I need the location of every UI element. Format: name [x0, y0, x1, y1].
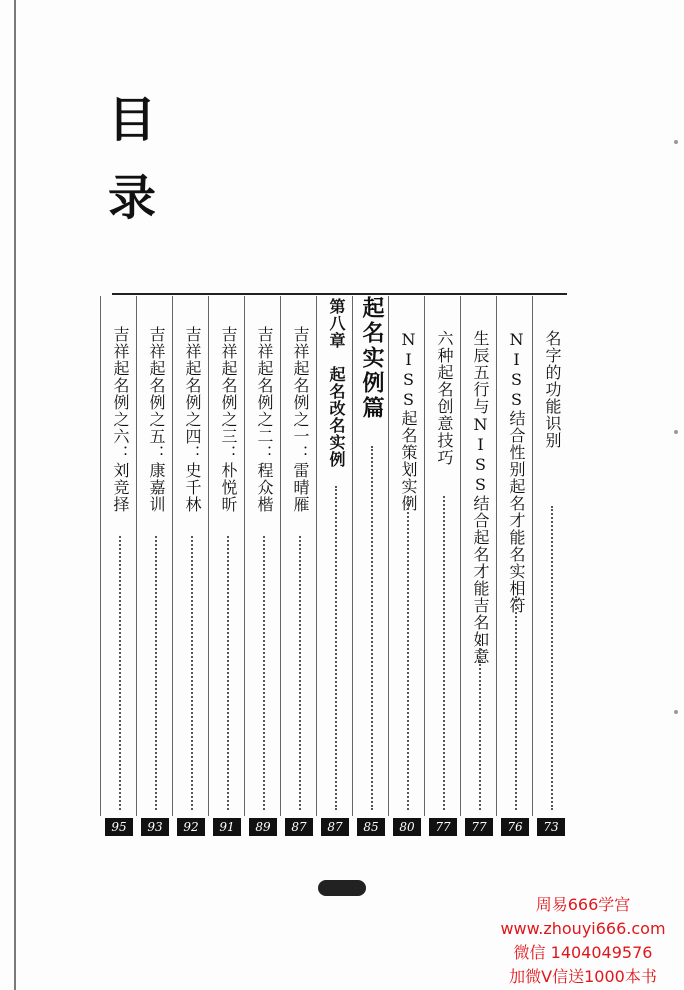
toc-chapter-text: 第八章 起名改名实例	[327, 298, 346, 468]
toc-entry-creative-techniques[interactable]	[424, 296, 460, 836]
dot-leader	[371, 446, 373, 810]
toc-top-rule	[112, 293, 567, 295]
page-number: 89	[249, 818, 277, 836]
column-divider	[172, 296, 173, 816]
dot-leader	[227, 536, 229, 810]
toc-title-char-2: 录	[108, 170, 157, 226]
page-number: 76	[501, 818, 529, 836]
page-number: 77	[429, 818, 457, 836]
page-number: 91	[213, 818, 241, 836]
dot-leader	[551, 506, 553, 810]
page-edge-rule	[14, 0, 16, 990]
toc-entry-text: 生辰五行与NISS结合起名才能吉名如意	[471, 330, 490, 665]
toc-entry-text: 吉祥起名例之六：刘竞择	[111, 326, 130, 513]
toc-entry-text: NISS结合性别起名才能名实相符	[507, 330, 526, 614]
dot-leader	[119, 536, 121, 810]
watermark	[488, 893, 678, 989]
page-number-ornament	[318, 880, 366, 896]
page-number: 93	[141, 818, 169, 836]
edge-mark	[674, 140, 678, 144]
toc-entry-text: 吉祥起名例之一：雷晴雁	[291, 326, 310, 513]
toc-entry-example-4[interactable]	[172, 296, 208, 836]
edge-mark	[674, 430, 678, 434]
column-divider	[424, 296, 425, 816]
dot-leader	[263, 536, 265, 810]
edge-mark	[674, 710, 678, 714]
toc-section-examples[interactable]	[352, 296, 388, 836]
toc-entry-function-recognition[interactable]	[532, 296, 568, 836]
page-number: 87	[321, 818, 349, 836]
toc-entry-text: 吉祥起名例之五：康嘉训	[147, 326, 166, 513]
toc-entry-example-5[interactable]	[136, 296, 172, 836]
toc-section-text: 起名实例篇	[359, 296, 385, 421]
column-divider	[460, 296, 461, 816]
toc-entry-text: 六种起名创意技巧	[435, 330, 454, 466]
column-divider	[136, 296, 137, 816]
toc-entry-text: 吉祥起名例之四：史千林	[183, 326, 202, 513]
page-number: 95	[105, 818, 133, 836]
page-number: 85	[357, 818, 385, 836]
toc-title-char-1: 目	[108, 92, 157, 148]
column-divider	[532, 296, 533, 816]
dot-leader	[191, 536, 193, 810]
watermark-line: 加微V信送1000本书	[509, 967, 657, 986]
column-divider	[244, 296, 245, 816]
page-number: 73	[537, 818, 565, 836]
watermark-url: www.zhouyi666.com	[500, 919, 666, 938]
dot-leader	[155, 536, 157, 810]
toc-entry-example-3[interactable]	[208, 296, 244, 836]
toc-entry-text: 吉祥起名例之三：朴悦昕	[219, 326, 238, 513]
page-number: 80	[393, 818, 421, 836]
toc-entry-text: NISS起名策划实例	[399, 330, 418, 512]
column-divider	[100, 296, 101, 816]
column-divider	[316, 296, 317, 816]
toc-entry-text: 名字的功能识别	[543, 330, 562, 449]
page-number: 77	[465, 818, 493, 836]
dot-leader	[515, 596, 517, 810]
column-divider	[208, 296, 209, 816]
column-divider	[496, 296, 497, 816]
page-number: 92	[177, 818, 205, 836]
toc-entry-text: 吉祥起名例之二：程众楷	[255, 326, 274, 513]
watermark-line: 微信 1404049576	[513, 943, 653, 962]
column-divider	[352, 296, 353, 816]
toc-chapter-8[interactable]	[316, 296, 352, 836]
dot-leader	[335, 486, 337, 810]
toc-entry-example-1[interactable]	[280, 296, 316, 836]
toc-entry-birth-elements[interactable]	[460, 296, 496, 836]
column-divider	[280, 296, 281, 816]
column-divider	[388, 296, 389, 816]
dot-leader	[443, 496, 445, 810]
dot-leader	[407, 496, 409, 810]
toc-entry-niss-planning[interactable]	[388, 296, 424, 836]
toc-entry-example-6[interactable]	[100, 296, 136, 836]
dot-leader	[479, 636, 481, 810]
toc-entry-example-2[interactable]	[244, 296, 280, 836]
page-number: 87	[285, 818, 313, 836]
toc-entry-niss-gender[interactable]	[496, 296, 532, 836]
watermark-line: 周易666学宫	[535, 895, 631, 914]
dot-leader	[299, 536, 301, 810]
